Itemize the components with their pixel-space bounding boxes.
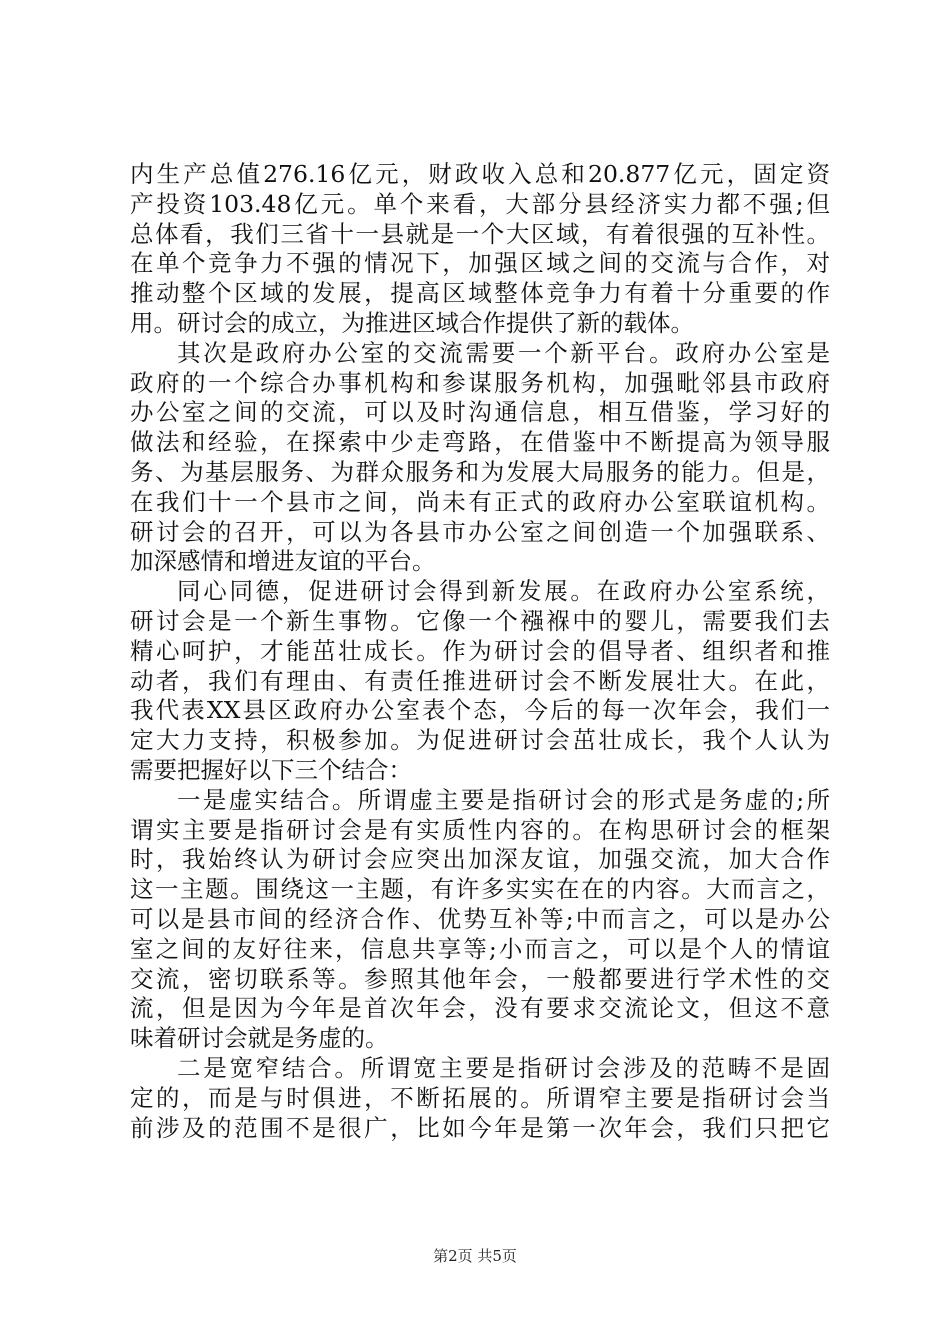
text-line: 我代表XX县区政府办公室表个态，今后的每一次年会，我们一 bbox=[130, 696, 830, 725]
text-line: 可以是县市间的经济合作、优势互补等;中而言之，可以是办公 bbox=[130, 904, 830, 933]
document-body bbox=[130, 160, 830, 1143]
text-line: 交流，密切联系等。参照其他年会，一般都要进行学术性的交 bbox=[130, 964, 830, 993]
text-line: 流，但是因为今年是首次年会，没有要求交流论文，但这不意 bbox=[130, 994, 830, 1023]
text-line: 室之间的友好往来，信息共享等;小而言之，可以是个人的情谊 bbox=[130, 934, 830, 963]
text-line: 在我们十一个县市之间，尚未有正式的政府办公室联谊机构。 bbox=[130, 487, 830, 516]
text-line: 研讨会的召开，可以为各县市办公室之间创造一个加强联系、 bbox=[130, 517, 830, 546]
text-line: 其次是政府办公室的交流需要一个新平台。政府办公室是 bbox=[177, 338, 830, 367]
text-line: 用。研讨会的成立，为推进区域合作提供了新的载体。 bbox=[130, 308, 694, 337]
text-line: 一是虚实结合。所谓虚主要是指研讨会的形式是务虚的;所 bbox=[177, 785, 830, 814]
text-line: 需要把握好以下三个结合： bbox=[130, 755, 412, 784]
text-line: 加深感情和增进友谊的平台。 bbox=[130, 547, 436, 576]
text-line: 研讨会是一个新生事物。它像一个襁褓中的婴儿，需要我们去 bbox=[130, 606, 830, 635]
text-line: 总体看，我们三省十一县就是一个大区域，有着很强的互补性。 bbox=[130, 219, 830, 248]
text-line: 定的，而是与时俱进，不断拓展的。所谓窄主要是指研讨会当 bbox=[130, 1083, 830, 1112]
text-line: 定大力支持，积极参加。为促进研讨会茁壮成长，我个人认为 bbox=[130, 726, 830, 755]
text-line: 前涉及的范围不是很广，比如今年是第一次年会，我们只把它 bbox=[130, 1113, 830, 1142]
text-line: 务、为基层服务、为群众服务和为发展大局服务的能力。但是， bbox=[130, 457, 830, 486]
text-line: 政府的一个综合办事机构和参谋服务机构，加强毗邻县市政府 bbox=[130, 368, 830, 397]
text-line: 时，我始终认为研讨会应突出加深友谊，加强交流，加大合作 bbox=[130, 845, 830, 874]
text-line: 同心同德，促进研讨会得到新发展。在政府办公室系统， bbox=[177, 577, 830, 606]
text-line: 味着研讨会就是务虚的。 bbox=[130, 1024, 389, 1053]
text-line: 推动整个区域的发展，提高区域整体竞争力有着十分重要的作 bbox=[130, 279, 830, 308]
text-line: 动者，我们有理由、有责任推进研讨会不断发展壮大。在此， bbox=[130, 666, 830, 695]
page-footer: 第2页 共5页 bbox=[433, 1247, 517, 1265]
text-line: 精心呵护，才能茁壮成长。作为研讨会的倡导者、组织者和推 bbox=[130, 636, 830, 665]
text-line: 二是宽窄结合。所谓宽主要是指研讨会涉及的范畴不是固 bbox=[177, 1053, 830, 1082]
text-line: 谓实主要是指研讨会是有实质性内容的。在构思研讨会的框架 bbox=[130, 815, 830, 844]
text-line: 做法和经验，在探索中少走弯路，在借鉴中不断提高为领导服 bbox=[130, 428, 830, 457]
text-line: 这一主题。围绕这一主题，有许多实实在在的内容。大而言之， bbox=[130, 875, 830, 904]
text-line: 产投资103.48亿元。单个来看，大部分县经济实力都不强;但 bbox=[130, 189, 830, 218]
text-line: 办公室之间的交流，可以及时沟通信息，相互借鉴，学习好的 bbox=[130, 398, 830, 427]
text-line: 内生产总值276.16亿元，财政收入总和20.877亿元，固定资 bbox=[130, 160, 830, 188]
text-line: 在单个竞争力不强的情况下，加强区域之间的交流与合作，对 bbox=[130, 249, 830, 278]
